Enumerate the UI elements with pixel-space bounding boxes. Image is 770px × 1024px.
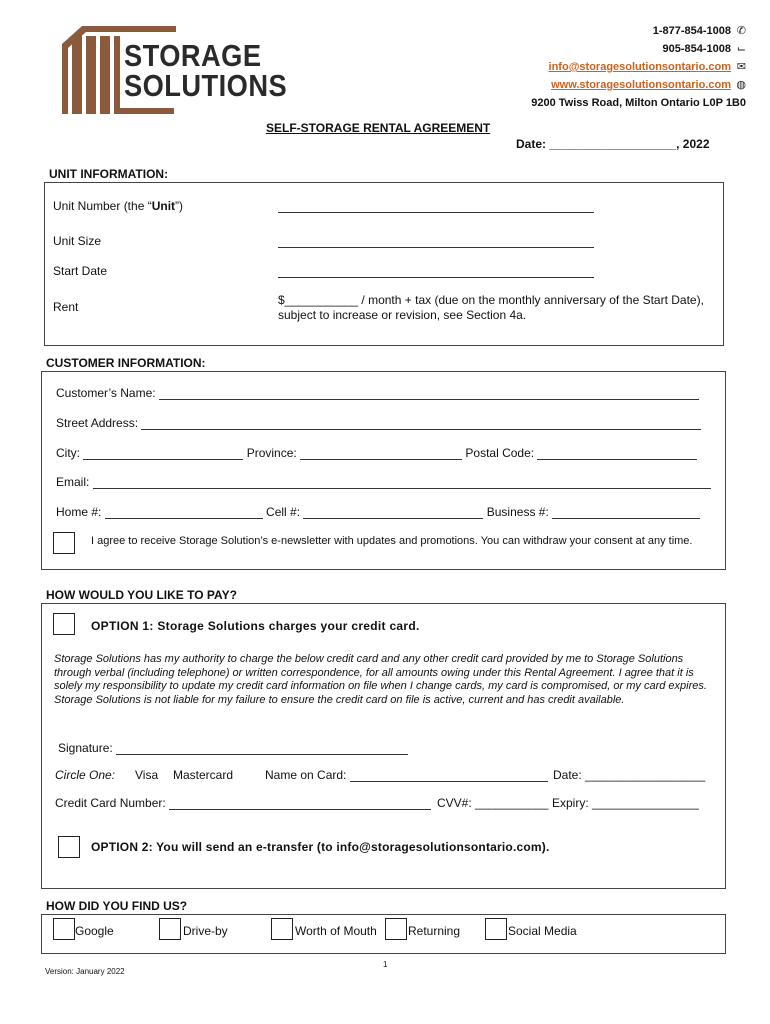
unit-size-label: Unit Size xyxy=(53,234,102,248)
unit-number-line[interactable] xyxy=(278,199,594,213)
phone2: 905-854-1008 xyxy=(662,43,731,55)
business-line[interactable] xyxy=(552,505,700,519)
email-link[interactable]: info@storagesolutionsontario.com xyxy=(548,61,731,73)
cell-line[interactable] xyxy=(303,505,483,519)
street-label: Street Address: xyxy=(56,416,139,430)
newsletter-text: I agree to receive Storage Solution’s e-newsletter with updates and promotions. You can withdraw your consent at any time. xyxy=(91,535,693,547)
card-date[interactable]: Date: __________________ xyxy=(553,768,706,782)
home-line[interactable] xyxy=(105,505,263,519)
street-row xyxy=(56,416,701,430)
email-label: Email: xyxy=(56,475,90,489)
option1-label: OPTION 1: Storage Solutions charges your credit card. xyxy=(91,619,420,633)
option1-checkbox[interactable] xyxy=(53,613,75,635)
phone1: 1-877-854-1008 xyxy=(652,25,731,37)
visa-option[interactable]: Visa xyxy=(135,768,159,782)
cvv-field[interactable]: CVV#: ___________ xyxy=(437,796,549,810)
province-label: Province: xyxy=(246,446,297,460)
cc-number-label: Credit Card Number: xyxy=(55,796,166,810)
cc-number-line[interactable] xyxy=(169,796,431,810)
find-us-heading: HOW DID YOU FIND US? xyxy=(46,899,188,913)
card-type-row xyxy=(55,768,115,782)
website-link[interactable]: www.storagesolutionsontario.com xyxy=(551,79,731,91)
name-on-card-label: Name on Card: xyxy=(265,768,347,782)
city-label: City: xyxy=(56,446,80,460)
circle-one-label: Circle One: xyxy=(55,768,116,782)
signature-label: Signature: xyxy=(58,741,113,755)
cell-label: Cell #: xyxy=(266,505,301,519)
envelope-icon: ✉ xyxy=(736,61,746,73)
google-label: Google xyxy=(75,924,114,938)
customer-name-label: Customer’s Name: xyxy=(56,386,156,400)
postal-line[interactable] xyxy=(537,446,697,460)
phone-row xyxy=(56,505,700,519)
phone-icon: ✆ xyxy=(736,25,746,37)
signature-line[interactable] xyxy=(116,741,408,755)
returning-checkbox[interactable] xyxy=(385,918,407,940)
unit-size-line[interactable] xyxy=(278,234,594,248)
expiry-field[interactable]: Expiry: ________________ xyxy=(552,796,699,810)
authority-text: Storage Solutions has my authority to charge the below credit card and any other credit card provided by me to Storage Solutions through verbal (including telephone) or written correspondence, for all amounts owing under this Rental Agreement. I agree that it is solely my responsibility to update my credit card information on file when I change cards, my card is compromised, or my card expires. Storage Solutions is not liable for my failure to ensure the credit card on file is active, current and has credit available. xyxy=(54,653,707,706)
doc-date: Date: ___________________, 2022 xyxy=(516,137,710,151)
social-media-checkbox[interactable] xyxy=(485,918,507,940)
logo-line2: SOLUTIONS xyxy=(124,68,288,103)
rent-label: Rent xyxy=(53,300,79,314)
social-media-label: Social Media xyxy=(508,924,577,938)
option2-label: OPTION 2: You will send an e-transfer (to info@storagesolutionsontario.com). xyxy=(91,840,550,854)
postal-label: Postal Code: xyxy=(465,446,535,460)
signature-row xyxy=(58,741,408,755)
find-us-box xyxy=(41,914,726,954)
newsletter-checkbox[interactable] xyxy=(53,532,75,554)
province-line[interactable] xyxy=(300,446,462,460)
customer-name-row xyxy=(56,386,699,400)
rent-text: $___________ / month + tax (due on the monthly anniversary of the Start Date), subject to increase or revision, see Section 4a. xyxy=(278,293,704,322)
globe-icon: ◍ xyxy=(736,79,746,91)
page-number: 1 xyxy=(383,960,388,969)
word-of-mouth-label: Worth of Mouth xyxy=(295,924,377,938)
street-line[interactable] xyxy=(141,416,701,430)
option2-checkbox[interactable] xyxy=(58,836,80,858)
unit-number-label: Unit Number (the “Unit”) xyxy=(53,199,184,213)
driveby-checkbox[interactable] xyxy=(159,918,181,940)
fax-icon: ⌙ xyxy=(736,43,746,55)
city-line[interactable] xyxy=(83,446,243,460)
city-row xyxy=(56,446,697,460)
unit-heading: UNIT INFORMATION: xyxy=(49,167,169,181)
company-logo xyxy=(58,22,288,118)
cc-number-row xyxy=(55,796,431,810)
customer-name-line[interactable] xyxy=(159,386,699,400)
name-on-card-line[interactable] xyxy=(350,768,548,782)
logo-line1: STORAGE xyxy=(124,38,262,73)
start-date-line[interactable] xyxy=(278,264,594,278)
mastercard-option[interactable]: Mastercard xyxy=(173,768,234,782)
email-row xyxy=(56,475,711,489)
contact-block xyxy=(531,22,746,112)
customer-heading: CUSTOMER INFORMATION: xyxy=(46,356,206,370)
doc-title: SELF-STORAGE RENTAL AGREEMENT xyxy=(266,121,491,135)
google-checkbox[interactable] xyxy=(53,918,75,940)
returning-label: Returning xyxy=(408,924,461,938)
payment-heading: HOW WOULD YOU LIKE TO PAY? xyxy=(46,588,237,602)
business-label: Business #: xyxy=(486,505,549,519)
home-label: Home #: xyxy=(56,505,102,519)
word-of-mouth-checkbox[interactable] xyxy=(271,918,293,940)
address: 9200 Twiss Road, Milton Ontario L0P 1B0 xyxy=(531,97,746,109)
name-on-card-row xyxy=(265,768,548,782)
start-date-label: Start Date xyxy=(53,264,108,278)
driveby-label: Drive-by xyxy=(183,924,228,938)
version-text: Version: January 2022 xyxy=(45,967,125,976)
email-line[interactable] xyxy=(93,475,711,489)
